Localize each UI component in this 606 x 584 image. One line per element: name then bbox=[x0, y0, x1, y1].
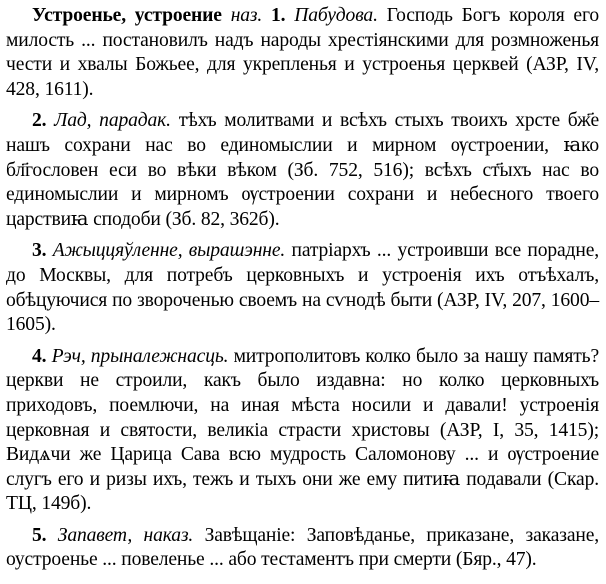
headword: Устроенье, устроение bbox=[32, 5, 222, 26]
sense-text: митрополитовъ колко было за нашу память? церкви не строили, какъ было издавна: но колко церковныхъ приходовъ, поемлючи, на иная мѣста носили и давали! устроенія церковная и святости, великіа страсти христовы (АЗР, I, 35, 1415); Видѧчи же Царица Сава всю мудрость Саломонову ... и ѹстроение слугъ его и ризы ихъ, тежъ и тыхъ они же ему питиꙗ подавали (Скар. ТЦ, 149б). bbox=[6, 345, 599, 515]
dictionary-entry-sense-5 bbox=[6, 524, 599, 573]
sense-text: Завѣщаніе: Заповѣданье, приказане, заказане, оустроенье ... повеленье ... або тестаментъ при смерти (Бяр., 47). bbox=[6, 524, 600, 571]
sense-text: Господь Богъ короля его милость ... постановилъ надъ народы хрестіянскими для розмноженья чести и хвалы Божьее, для укрепленья и устроенья церквей (АЗР, IV, 428, 1611). bbox=[6, 5, 600, 100]
sense-gloss: Пабудова. bbox=[294, 5, 378, 26]
sense-number: 4. bbox=[32, 345, 47, 367]
sense-gloss: Ажыццяўленне, вырашэнне. bbox=[52, 240, 286, 262]
sense-number: 1. bbox=[270, 5, 286, 26]
sense-number: 3. bbox=[32, 240, 47, 262]
sense-gloss: Лад, парадак. bbox=[54, 110, 171, 132]
sense-number: 2. bbox=[32, 110, 47, 132]
dictionary-entry-sense-3 bbox=[6, 239, 599, 337]
sense-number: 5. bbox=[32, 524, 47, 546]
dictionary-entry-sense-1 bbox=[6, 4, 599, 102]
sense-gloss: Рэч, прыналежнасць. bbox=[51, 345, 229, 367]
sense-text: тѣхъ молитвами и всѣхъ стыхъ твоихъ хрсте бж҃е нашъ сохрани нас во единомыслии и мирном ѹстроении, ꙗко бл҃гословен еси во вѣки вѣком (Зб. 752, 516); всѣхъ ст҃ыхъ нас во единомыслии и мирномъ ѹстроении сохрани и небесного твоего царствиꙗ сподоби (Зб. 82, 362б). bbox=[6, 110, 600, 230]
sense-gloss: Запавет, наказ. bbox=[57, 524, 194, 546]
sense-text: патріархъ ... устроивши все порадне, до Москвы, для потребъ церковныхъ и устроенія ихъ отъѣхалъ, обѣцуючися по звороченью своемъ на сѵнодѣ быти (АЗР, IV, 207, 1600–1605). bbox=[6, 240, 600, 336]
dictionary-entry-sense-2 bbox=[6, 109, 599, 232]
dictionary-entry-sense-4 bbox=[6, 345, 599, 517]
part-of-speech: наз. bbox=[230, 5, 263, 26]
